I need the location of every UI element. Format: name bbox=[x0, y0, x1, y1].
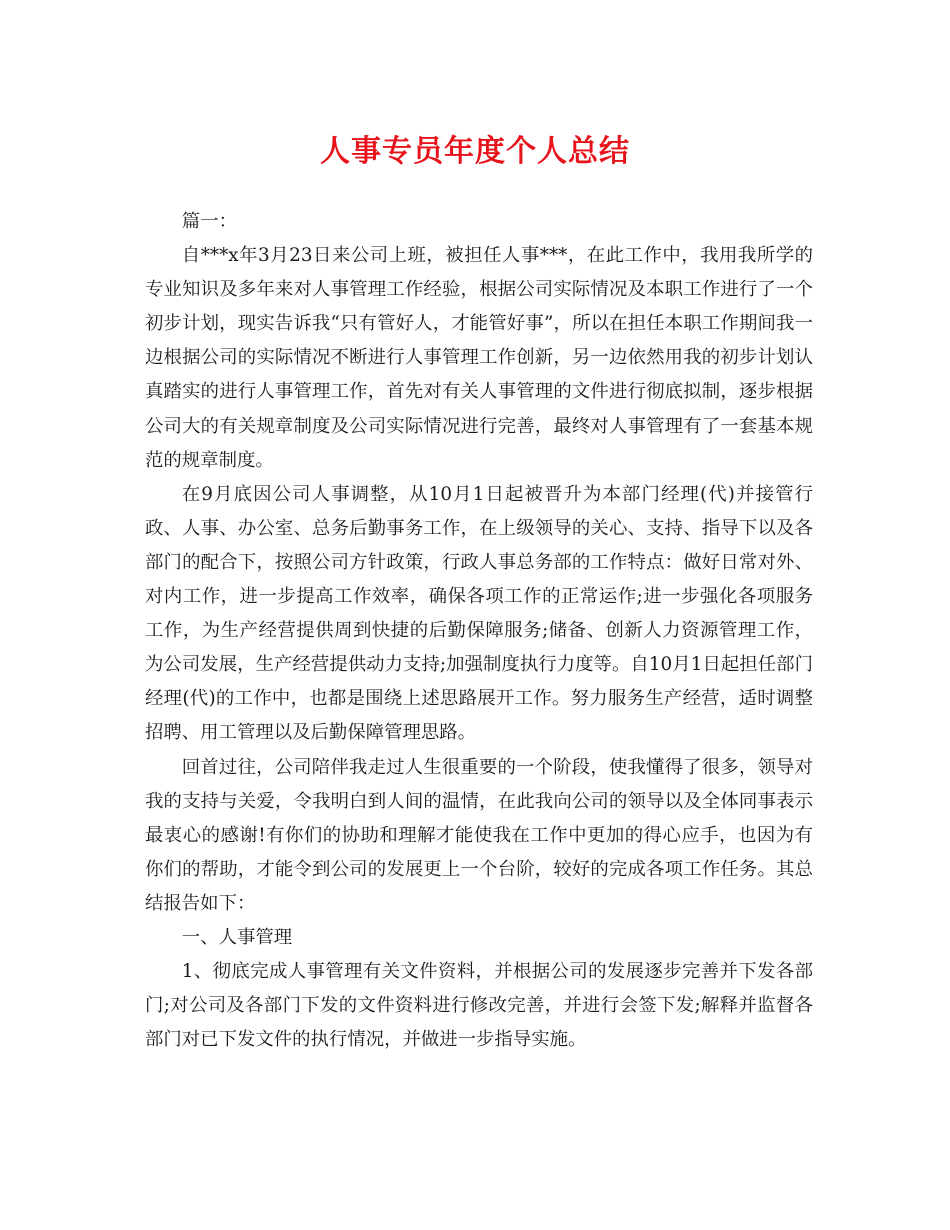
paragraph-section-label: 篇一： bbox=[181, 211, 237, 232]
paragraph-intro: 自***x年3月23日来公司上班，被担任人事***，在此工作中，我用我所学的专业知识及多年来对人事管理工作经验，根据公司实际情况及本职工作进行了一个初步计划，现实告诉我“只有管好人，才能管好事”，所以在担任本职工作期间我一边根据公司的实际情况不断进行人事管理工作创新，另一边依然用我的初步计划认真踏实的进行人事管理工作，首先对有关人事管理的文件进行彻底拟制，逐步根据公司大的有关规章制度及公司实际情况进行完善，最终对人事管理有了一套基本规范的规章制度。 bbox=[145, 245, 813, 471]
paragraph-promotion: 在9月底因公司人事调整，从10月1日起被晋升为本部门经理(代)并接管行政、人事、办公室、总务后勤事务工作，在上级领导的关心、支持、指导下以及各部门的配合下，按照公司方针政策，行政人事总务部的工作特点：做好日常对外、对内工作，进一步提高工作效率，确保各项工作的正常运作;进一步强化各项服务工作，为生产经营提供周到快捷的后勤保障服务;储备、创新人力资源管理工作，为公司发展，生产经营提供动力支持;加强制度执行力度等。自10月1日起担任部门经理(代)的工作中，也都是围绕上述思路展开工作。努力服务生产经营，适时调整招聘、用工管理以及后勤保障管理思路。 bbox=[145, 483, 813, 744]
paragraph-item-1: 1、彻底完成人事管理有关文件资料，并根据公司的发展逐步完善并下发各部门;对公司及各部门下发的文件资料进行修改完善，并进行会签下发;解释并监督各部门对已下发文件的执行情况，并做进一步指导实施。 bbox=[145, 961, 813, 1051]
section-heading-hr-management: 一、人事管理 bbox=[181, 926, 293, 948]
paragraph-gratitude: 回首过往，公司陪伴我走过人生很重要的一个阶段，使我懂得了很多，领导对我的支持与关爱，令我明白到人间的温情，在此我向公司的领导以及全体同事表示最衷心的感谢!有你们的协助和理解才能使我在工作中更加的得心应手，也因为有你们的帮助，才能令到公司的发展更上一个台阶，较好的完成各项工作任务。其总结报告如下： bbox=[145, 756, 813, 914]
document-title: 人事专员年度个人总结 bbox=[320, 134, 630, 169]
document-body bbox=[145, 205, 813, 1057]
